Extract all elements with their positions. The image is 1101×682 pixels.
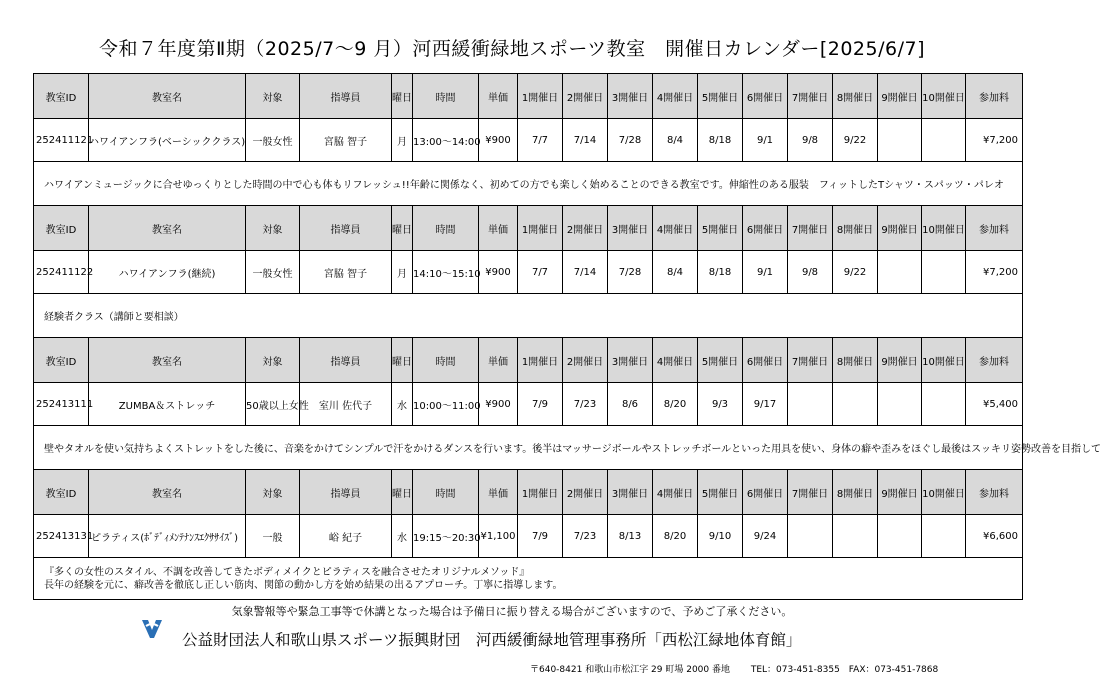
session-date: 7/23 <box>563 383 608 426</box>
column-header: 1開催日 <box>518 74 563 119</box>
session-date: 7/7 <box>518 251 563 294</box>
participation-fee: ¥7,200 <box>966 119 1023 162</box>
address-line: 〒640-8421 和歌山市松江字 29 町場 2000 番地 TEL：073-451-8355 FAX：073-451-7868 <box>530 665 939 675</box>
instructor-name: 宮脇 智子 <box>300 119 392 162</box>
column-header: 10開催日 <box>922 338 966 383</box>
session-date <box>788 383 833 426</box>
session-date: 7/23 <box>563 515 608 558</box>
class-name: ZUMBA＆ストレッチ <box>89 383 246 426</box>
column-header: 曜日 <box>392 206 413 251</box>
class-description: 経験者クラス（講師と要相談） <box>34 294 1023 338</box>
session-date <box>922 383 966 426</box>
column-header: 2開催日 <box>563 206 608 251</box>
session-date: 7/28 <box>608 251 653 294</box>
participation-fee: ¥5,400 <box>966 383 1023 426</box>
class-time: 14:10～15:10 <box>413 251 479 294</box>
column-header: 6開催日 <box>743 338 788 383</box>
column-header: 時間 <box>413 338 479 383</box>
header-row <box>34 206 1023 251</box>
target-audience: 一般女性 <box>246 251 300 294</box>
description-row <box>34 426 1023 470</box>
column-header: 対象 <box>246 206 300 251</box>
column-header: 教室名 <box>89 338 246 383</box>
column-header: 単価 <box>479 206 518 251</box>
column-header: 単価 <box>479 338 518 383</box>
column-header: 参加料 <box>966 470 1023 515</box>
session-date: 9/1 <box>743 251 788 294</box>
column-header: 時間 <box>413 470 479 515</box>
column-header: 参加料 <box>966 74 1023 119</box>
notice-text: 気象警報等や緊急工事等で休講となった場合は予備日に振り替える場合がございますので、予めご了承ください。 <box>231 605 793 618</box>
column-header: 4開催日 <box>653 206 698 251</box>
column-header: 2開催日 <box>563 338 608 383</box>
target-audience: 一般 <box>246 515 300 558</box>
instructor-name: 峪 紀子 <box>300 515 392 558</box>
column-header: 教室名 <box>89 470 246 515</box>
column-header: 1開催日 <box>518 338 563 383</box>
class-name: ピラティス(ﾎﾞﾃﾞｨﾒﾝﾃﾅﾝｽｴｸｻｻｲｽﾞ) <box>89 515 246 558</box>
column-header: 3開催日 <box>608 74 653 119</box>
session-date: 9/22 <box>833 251 878 294</box>
column-header: 参加料 <box>966 338 1023 383</box>
header-row <box>34 470 1023 515</box>
session-date <box>878 251 922 294</box>
session-date <box>878 383 922 426</box>
column-header: 6開催日 <box>743 206 788 251</box>
column-header: 対象 <box>246 338 300 383</box>
column-header: 参加料 <box>966 206 1023 251</box>
class-time: 10:00～11:00 <box>413 383 479 426</box>
session-date: 8/4 <box>653 119 698 162</box>
column-header: 8開催日 <box>833 470 878 515</box>
column-header: 3開催日 <box>608 470 653 515</box>
header-row <box>34 338 1023 383</box>
unit-price: ¥900 <box>479 251 518 294</box>
unit-price: ¥900 <box>479 383 518 426</box>
session-date: 9/17 <box>743 383 788 426</box>
session-date: 7/9 <box>518 515 563 558</box>
column-header: 時間 <box>413 206 479 251</box>
column-header: 指導員 <box>300 206 392 251</box>
weekday: 水 <box>392 515 413 558</box>
column-header: 9開催日 <box>878 206 922 251</box>
column-header: 10開催日 <box>922 470 966 515</box>
target-audience: 50歳以上女性 <box>246 383 300 426</box>
class-description <box>34 558 1023 600</box>
session-date: 9/22 <box>833 119 878 162</box>
column-header: 1開催日 <box>518 206 563 251</box>
class-time: 13:00～14:00 <box>413 119 479 162</box>
column-header: 4開催日 <box>653 470 698 515</box>
session-date: 8/13 <box>608 515 653 558</box>
session-date: 9/8 <box>788 251 833 294</box>
column-header: 曜日 <box>392 74 413 119</box>
page-title: 令和７年度第Ⅱ期（2025/7〜9 月）河西緩衝緑地スポーツ教室 開催日カレンダー[2025/6/7] <box>99 38 925 60</box>
class-id: 252411122 <box>34 251 89 294</box>
session-date <box>878 515 922 558</box>
column-header: 教室ID <box>34 206 89 251</box>
header-row <box>34 74 1023 119</box>
session-date <box>878 119 922 162</box>
session-date <box>833 515 878 558</box>
column-header: 7開催日 <box>788 470 833 515</box>
weekday: 月 <box>392 251 413 294</box>
column-header: 指導員 <box>300 470 392 515</box>
column-header: 8開催日 <box>833 206 878 251</box>
column-header: 5開催日 <box>698 470 743 515</box>
foundation-logo-icon <box>140 616 164 640</box>
column-header: 1開催日 <box>518 470 563 515</box>
session-date <box>922 515 966 558</box>
session-date <box>833 383 878 426</box>
column-header: 9開催日 <box>878 338 922 383</box>
column-header: 曜日 <box>392 470 413 515</box>
unit-price: ¥900 <box>479 119 518 162</box>
class-id: 252411121 <box>34 119 89 162</box>
column-header: 対象 <box>246 470 300 515</box>
column-header: 5開催日 <box>698 206 743 251</box>
session-date: 8/18 <box>698 251 743 294</box>
column-header: 教室ID <box>34 470 89 515</box>
description-line: 『多くの女性のスタイル、不調を改善してきたボディメイクとピラティスを融合させたオリジナルメソッド』 <box>44 566 530 578</box>
schedule-table <box>33 73 1101 600</box>
session-date: 7/14 <box>563 251 608 294</box>
column-header: 5開催日 <box>698 338 743 383</box>
session-date: 7/7 <box>518 119 563 162</box>
column-header: 教室名 <box>89 206 246 251</box>
class-name: ハワイアンフラ(継続) <box>89 251 246 294</box>
class-row <box>34 251 1023 294</box>
column-header: 6開催日 <box>743 74 788 119</box>
instructor-name: 宮脇 智子 <box>300 251 392 294</box>
class-id: 252413111 <box>34 383 89 426</box>
column-header: 10開催日 <box>922 206 966 251</box>
column-header: 7開催日 <box>788 74 833 119</box>
session-date: 7/28 <box>608 119 653 162</box>
column-header: 曜日 <box>392 338 413 383</box>
session-date <box>788 515 833 558</box>
target-audience: 一般女性 <box>246 119 300 162</box>
session-date: 9/8 <box>788 119 833 162</box>
class-row <box>34 515 1023 558</box>
weekday: 月 <box>392 119 413 162</box>
class-time: 19:15～20:30 <box>413 515 479 558</box>
column-header: 10開催日 <box>922 74 966 119</box>
class-row <box>34 383 1023 426</box>
session-date: 9/24 <box>743 515 788 558</box>
class-description: ハワイアンミュージックに合せゆっくりとした時間の中で心も体もリフレッシュ!!年齢に関係なく、初めての方でも楽しく始めることのできる教室です。伸縮性のある服装 フィットしたTシャツ・スパッツ・パレオ <box>34 162 1023 206</box>
description-row <box>34 558 1023 600</box>
session-date: 9/3 <box>698 383 743 426</box>
column-header: 7開催日 <box>788 206 833 251</box>
column-header: 3開催日 <box>608 206 653 251</box>
column-header: 8開催日 <box>833 338 878 383</box>
column-header: 教室ID <box>34 74 89 119</box>
description-line: 長年の経験を元に、癖改善を徹底し正しい筋肉、関節の動かし方を始め結果の出るアプローチ。丁寧に指導します。 <box>44 579 563 591</box>
column-header: 8開催日 <box>833 74 878 119</box>
column-header: 3開催日 <box>608 338 653 383</box>
column-header: 教室名 <box>89 74 246 119</box>
session-date: 8/20 <box>653 515 698 558</box>
column-header: 単価 <box>479 470 518 515</box>
column-header: 5開催日 <box>698 74 743 119</box>
unit-price: ¥1,100 <box>479 515 518 558</box>
session-date: 9/1 <box>743 119 788 162</box>
column-header: 2開催日 <box>563 74 608 119</box>
class-name: ハワイアンフラ(ベーシッククラス) <box>89 119 246 162</box>
session-date <box>922 119 966 162</box>
session-date: 9/10 <box>698 515 743 558</box>
session-date <box>922 251 966 294</box>
class-description: 壁やタオルを使い気持ちよくストレットをした後に、音楽をかけてシンプルで汗をかけるダンスを行います。後半はマッサージボールやストレッチボールといった用具を使い、身体の癖や歪みをほぐし最後はスッキリ姿勢改善を目指して <box>34 426 1023 470</box>
column-header: 単価 <box>479 74 518 119</box>
column-header: 教室ID <box>34 338 89 383</box>
session-date: 8/4 <box>653 251 698 294</box>
session-date: 7/14 <box>563 119 608 162</box>
column-header: 6開催日 <box>743 470 788 515</box>
session-date: 7/9 <box>518 383 563 426</box>
instructor-name: 室川 佐代子 <box>300 383 392 426</box>
participation-fee: ¥7,200 <box>966 251 1023 294</box>
column-header: 9開催日 <box>878 470 922 515</box>
column-header: 指導員 <box>300 74 392 119</box>
column-header: 2開催日 <box>563 470 608 515</box>
session-date: 8/20 <box>653 383 698 426</box>
weekday: 水 <box>392 383 413 426</box>
participation-fee: ¥6,600 <box>966 515 1023 558</box>
column-header: 4開催日 <box>653 338 698 383</box>
column-header: 4開催日 <box>653 74 698 119</box>
description-row <box>34 162 1023 206</box>
session-date: 8/6 <box>608 383 653 426</box>
organization-name: 公益財団法人和歌山県スポーツ振興財団 河西緩衝緑地管理事務所「西松江緑地体育館」 <box>182 631 802 649</box>
description-row <box>34 294 1023 338</box>
column-header: 時間 <box>413 74 479 119</box>
column-header: 9開催日 <box>878 74 922 119</box>
column-header: 指導員 <box>300 338 392 383</box>
class-id: 252413131 <box>34 515 89 558</box>
column-header: 対象 <box>246 74 300 119</box>
session-date: 8/18 <box>698 119 743 162</box>
column-header: 7開催日 <box>788 338 833 383</box>
class-row <box>34 119 1023 162</box>
